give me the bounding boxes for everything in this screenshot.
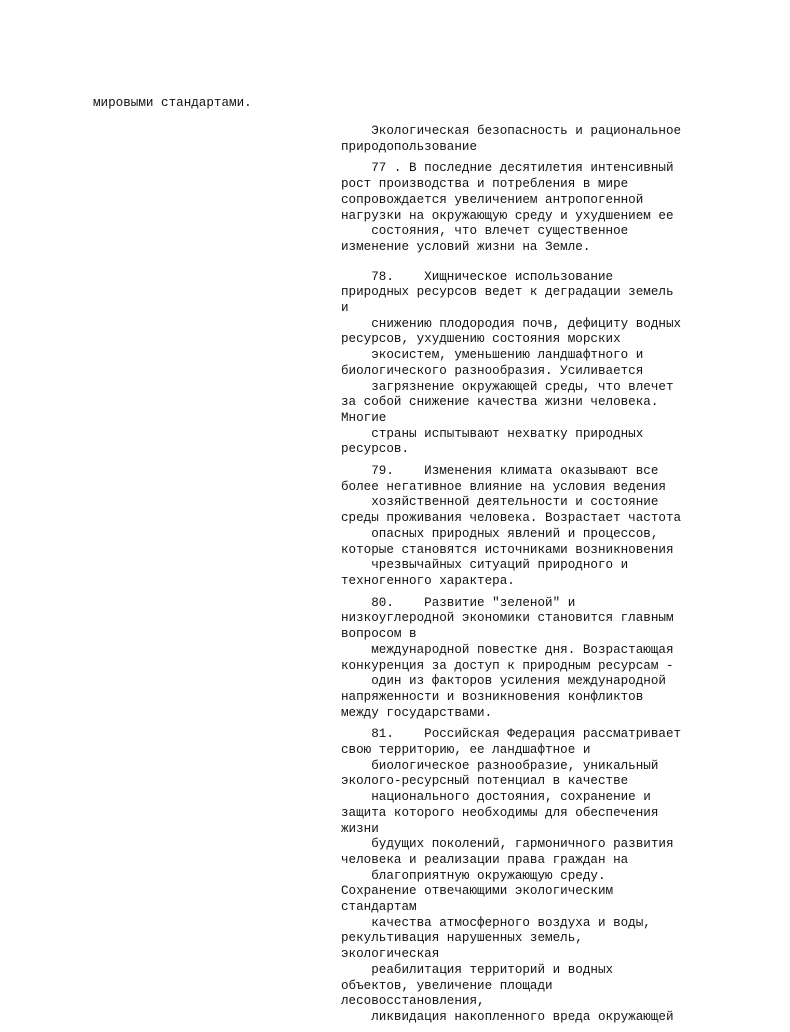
paragraph-80 [341, 596, 781, 722]
paragraph-line: человека и реализации права граждан на [341, 852, 629, 867]
paragraph-line: конкуренция за доступ к природным ресурсам - [341, 658, 674, 673]
paragraph-line: вопросом в [341, 627, 417, 642]
paragraph-line: чрезвычайных ситуаций природного и [341, 558, 629, 573]
paragraph-81 [341, 727, 781, 1025]
paragraph-line: биологическое разнообразие, уникальный [341, 758, 659, 773]
paragraph-line: свою территорию, ее ландшафтное и [341, 743, 591, 758]
paragraph-77 [341, 161, 781, 255]
paragraph-line: нагрузки на окружающую среду и ухудшением ее [341, 208, 674, 223]
paragraph-line: стандартам [341, 900, 417, 915]
paragraph-line: опасных природных явлений и процессов, [341, 526, 659, 541]
paragraph-line: реабилитация территорий и водных [341, 962, 614, 977]
paragraph-line: изменение условий жизни на Земле. [341, 239, 591, 254]
paragraph-line: сопровождается увеличением антропогенной [341, 192, 644, 207]
paragraph-line: 78. Хищническое использование [341, 269, 614, 284]
paragraph-78 [341, 270, 781, 458]
paragraph-line: защита которого необходимы для обеспечения [341, 805, 659, 820]
section-title-line: природопользование [341, 139, 478, 154]
paragraph-79 [341, 464, 781, 590]
paragraph-line: лесовосстановления, [341, 994, 485, 1009]
paragraph-line: ресурсов. [341, 442, 410, 457]
paragraph-line: и [341, 301, 349, 316]
paragraph-line: Сохранение отвечающими экологическим [341, 884, 614, 899]
paragraph-line: которые становятся источниками возникновения [341, 542, 674, 557]
paragraph-line: 79. Изменения климата оказывают все [341, 464, 659, 479]
paragraph-line: страны испытывают нехватку природных [341, 426, 644, 441]
paragraph-line: снижению плодородия почв, дефициту водных [341, 316, 682, 331]
paragraph-line: 81. Российская Федерация рассматривает [341, 727, 682, 742]
paragraph-line: благоприятную окружающую среду. [341, 868, 606, 883]
paragraph-line: экологическая [341, 947, 440, 962]
paragraph-line: экосистем, уменьшению ландшафтного и [341, 348, 644, 363]
paragraph-line: техногенного характера. [341, 573, 515, 588]
paragraph-line: низкоуглеродной экономики становится главным [341, 611, 674, 626]
paragraph-line: между государствами. [341, 705, 493, 720]
paragraph-line: среды проживания человека. Возрастает частота [341, 511, 682, 526]
paragraph-line: эколого-ресурсный потенциал в качестве [341, 774, 629, 789]
paragraph-line: объектов, увеличение площади [341, 978, 553, 993]
lead-text: мировыми стандартами. [93, 96, 252, 110]
text-column [341, 124, 781, 1032]
paragraph-line: 77 . В последние десятилетия интенсивный [341, 161, 674, 176]
paragraph-line: хозяйственной деятельности и состояние [341, 495, 659, 510]
paragraph-line: более негативное влияние на условия ведения [341, 479, 666, 494]
paragraph-line: качества атмосферного воздуха и воды, [341, 915, 651, 930]
paragraph-line: ресурсов, ухудшению состояния морских [341, 332, 621, 347]
paragraph-line: жизни [341, 821, 379, 836]
paragraph-line: будущих поколений, гармоничного развития [341, 837, 674, 852]
section-title [341, 124, 781, 155]
paragraph-line: загрязнение окружающей среды, что влечет [341, 379, 674, 394]
paragraph-line: за собой снижение качества жизни человека. [341, 395, 659, 410]
paragraph-line: международной повестке дня. Возрастающая [341, 642, 674, 657]
paragraph-line: природных ресурсов ведет к деградации земель [341, 285, 674, 300]
paragraph-line: рекультивация нарушенных земель, [341, 931, 583, 946]
section-title-line: Экологическая безопасность и рациональное [341, 124, 682, 138]
paragraph-line: рост производства и потребления в мире [341, 177, 629, 192]
paragraph-line: национального достояния, сохранение и [341, 790, 651, 805]
paragraph-line: биологического разнообразия. Усиливается [341, 363, 644, 378]
paragraph-line: состояния, что влечет существенное [341, 224, 629, 239]
paragraph-line: один из факторов усиления международной [341, 674, 666, 689]
paragraph-line: напряженности и возникновения конфликтов [341, 689, 644, 704]
paragraph-line: ликвидация накопленного вреда окружающей [341, 1009, 674, 1024]
paragraph-line: 80. Развитие "зеленой" и [341, 595, 576, 610]
paragraph-line: Многие [341, 410, 387, 425]
